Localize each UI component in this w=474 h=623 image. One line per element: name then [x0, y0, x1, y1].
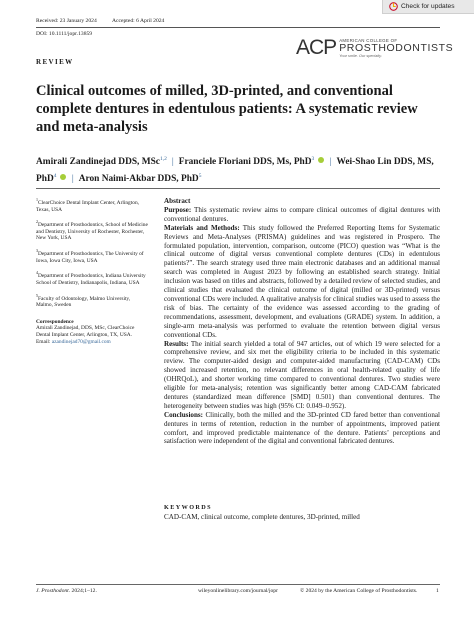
affiliation-3: $^3$Department of Prosthodontics, The University of Iowa, Iowa City, Iowa, USA	[36, 248, 144, 264]
footer-url[interactable]: wileyonlinelibrary.com/journal/jopr	[198, 588, 278, 594]
doi[interactable]: DOI: 10.1111/jopr.13859	[36, 31, 93, 37]
accepted-date: Accepted: 6 April 2024	[112, 18, 165, 24]
abstract	[164, 197, 440, 446]
section-label: REVIEW	[36, 58, 74, 66]
correspondence-email[interactable]: azandinejad70@gmail.com	[51, 338, 111, 345]
logo-mark: ACP	[296, 36, 337, 59]
author-2[interactable]: Franciele Floriani DDS, Ms, PhD$^3$	[179, 157, 325, 167]
abstract-purpose: Purpose: This systematic review aims to compare clinical outcomes of digital dentures with conventional dentures.	[164, 205, 440, 223]
logo-line-1: AMERICAN COLLEGE OF	[339, 37, 398, 43]
affiliation-5: $^5$Faculty of Odontology, Malmo University, Malmo, Sweden	[36, 292, 131, 309]
orcid-icon[interactable]	[60, 174, 66, 180]
check-for-updates-label: Check for updates	[401, 2, 455, 10]
affiliation-2: $^2$Department of Prosthodontics, School of Medicine and Dentistry, University of Rochester, Rochester, New York, USA	[36, 219, 148, 242]
affiliation-1: $^1$ClearChoice Dental Implant Center, Arlington, Texas, USA	[36, 197, 139, 213]
author-divider	[36, 188, 440, 189]
correspondence-text: Amirali Zandinejad, DDS, MSc, ClearChoice Dental Implant Center, Arlington, TX, USA. Email: azandinejad70@gmail.com	[36, 325, 135, 345]
keywords-text: CAD-CAM, clinical outcome, complete dentures, 3D-printed, milled	[164, 512, 360, 521]
logo-text	[339, 38, 453, 59]
author-3[interactable]: Wei-Shao Lin DDS, MS, PhD$^4$	[36, 157, 434, 185]
abstract-results: Results: The initial search yielded a total of 947 articles, out of which 19 were selected for a comprehensive review, and six met the eligibility criteria to be included in this systematic review. The computer-aided design and computer-aided manufacturing (CAD-CAM) CDs showed increased retention, no relevant differences in oral health-related quality of life (OHRQoL), and shorter working time compared to conventional dentures. Two studies were eligible for meta-analysis; retention was significantly better among CAD-CAM fabricated dentures (standardized mean difference [SMD] 0.501) than conventional dentures. The heterogeneity between studies was high (95% CI: 0.049–0.952).	[164, 339, 440, 410]
correspondence-heading: Correspondence	[36, 318, 74, 325]
author-4[interactable]: Aron Naimi-Akbar DDS, PhD$^5$	[78, 173, 202, 185]
article-title: Clinical outcomes of milled, 3D-printed, and conventional complete dentures in edentulous patients: A systematic review and meta-analysis	[36, 83, 418, 135]
orcid-icon[interactable]	[318, 157, 324, 163]
abstract-methods: Materials and Methods: This study followed the Preferred Reporting Items for Systematic Reviews and Meta-Analyses (PRISMA) guidelines and was registered in Prospero. The formulated population, intervention, comparison, outcome (PICO) question was “What is the clinical outcome of digital versus conventional complete dentures (CDs) in edentulous patients?”. The search strategy used three main electronic databases and an additional manual search was completed in August 2023 by following an established search strategy. Initial inclusion was based on titles and abstracts, followed by a detailed review of selected studies, and clinical studies that evaluated the clinical outcome of digital (milled or 3D-printed) versus conventional CDs were included. A qualitative analysis for clinical studies was used to assess the risk of bias. The certainty of the evidence was assessed according to the grading of recommendations, assessment, development, and evaluations (GRADE) system. In addition, a single-arm meta-analysis was performed to evaluate the retention between digital versus conventional CDs.	[164, 223, 440, 339]
abstract-heading: Abstract	[164, 197, 191, 205]
keywords	[164, 504, 440, 522]
footer-copyright: © 2024 by the American College of Prosthodontists.	[300, 588, 418, 594]
author-list: Amirali Zandinejad DDS, MSc$^{1,2}$ | Franciele Floriani DDS, Ms, PhD$^3$ | Wei-Shao Lin DDS, MS, PhD$^4$ | Aron Naimi-Akbar DDS, PhD$^5$	[36, 156, 434, 185]
logo-line-2: PROSTHODONTISTS	[339, 41, 454, 54]
header-rule	[36, 27, 440, 28]
check-for-updates-button[interactable]	[382, 0, 474, 14]
received-date: Received: 23 January 2024	[36, 18, 97, 24]
affiliation-4: $^4$Department of Prosthodontics, Indiana University School of Dentistry, Indianapolis, Indiana, USA	[36, 270, 146, 286]
footer-rule	[36, 584, 440, 585]
footer-page-number: 1	[436, 588, 439, 594]
footer-journal: J. Prosthodont. 2024;1–12.	[36, 588, 97, 594]
journal-logo	[296, 36, 453, 60]
keywords-heading: KEYWORDS	[164, 504, 212, 511]
abstract-conclusions: Conclusions: Clinically, both the milled and the 3D-printed CD fared better than conventional dentures in terms of retention, reduction in the number of appointments, improved patient comfort, and improved predictable maintenance of the denture. Patients’ perceptions and satisfaction were independent of the digital and conventional fabricated dentures.	[164, 410, 440, 446]
author-1[interactable]: Amirali Zandinejad DDS, MSc$^{1,2}$	[36, 156, 167, 168]
check-updates-icon	[389, 2, 398, 11]
logo-tagline: Your smile. Our specialty.	[339, 53, 382, 58]
affiliations	[36, 197, 148, 352]
